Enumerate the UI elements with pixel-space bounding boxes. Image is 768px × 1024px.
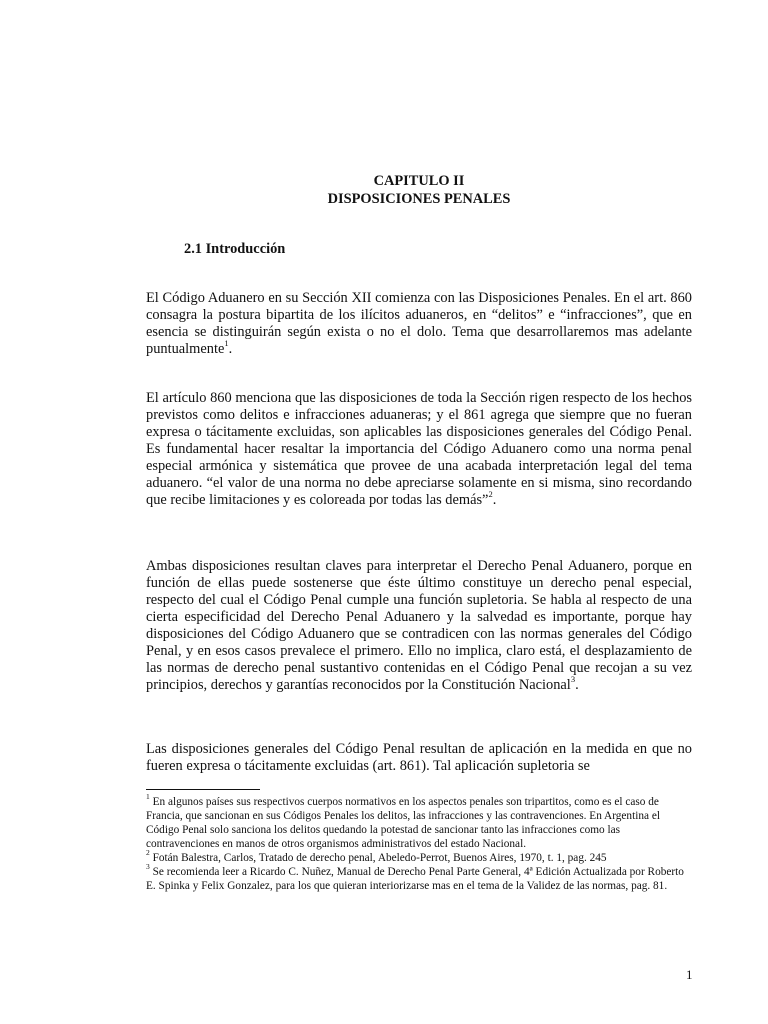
footnote-text: En algunos países sus respectivos cuerpos normativos en los aspectos penales son tripartitos, como es el caso de Francia, que sancionan en sus Códigos Penales los delitos, las infracciones y las contravenciones. En Argentina el Código Penal solo sanciona los delitos quedando la potestad de sancionar tanto las infracciones como las contravenciones en manos de otros organismos administrativos del estado Nacional.: [146, 796, 660, 850]
paragraph-text: El Código Aduanero en su Sección XII comienza con las Disposiciones Penales. En el art. 860 consagra la postura bipartita de los ilícitos aduaneros, en “delitos” e “infracciones”, que en esencia se distinguirán según exista o no el dolo. Tema que desarrollaremos mas adelante puntualmente: [146, 290, 692, 357]
paragraph-4: [146, 741, 692, 775]
chapter-name: DISPOSICIONES PENALES: [327, 191, 511, 207]
footnote-2: [146, 848, 692, 865]
paragraph-3: [146, 558, 692, 694]
footnote-ref: 3: [570, 674, 576, 685]
footnote-number: 2: [146, 848, 150, 858]
section-heading: 2.1 Introducción: [184, 241, 286, 257]
footnote-number: 3: [146, 862, 150, 872]
paragraph-tail: .: [575, 677, 579, 693]
footnote-number: 1: [146, 792, 150, 802]
paragraph-text: Las disposiciones generales del Código Penal resultan de aplicación en la medida en que no fueren expresa o tácitamente excluidas (art. 861). Tal aplicación supletoria se: [146, 741, 692, 774]
footnote-ref: 2: [488, 489, 493, 500]
paragraph-tail: .: [492, 492, 497, 508]
footnote-separator: [146, 789, 260, 790]
paragraph-text: El artículo 860 menciona que las disposiciones de toda la Sección rigen respecto de los hechos previstos como delitos e infracciones aduaneras; y el 861 agrega que siempre que no fueran expresa o tácitamente excluidas, son aplicables las disposiciones generales del Código Penal. Es fundamental hacer resaltar la importancia del Código Aduanero como una norma penal especial armónica y sistemática que provee de una acabada interpretación legal del tema aduanero. “el valor de una norma no debe apreciarse solamente en si misma, sino recordando que recibe limitaciones y es coloreada por todas las demás”: [146, 390, 692, 508]
footnotes: [146, 792, 692, 893]
chapter-number-title: CAPITULO II: [373, 173, 465, 189]
footnote-1: [146, 792, 692, 851]
footnote-3: [146, 862, 692, 893]
paragraph-1: [146, 290, 692, 358]
page-number: 1: [686, 967, 693, 982]
paragraph-tail: .: [228, 341, 233, 357]
footnote-text: Se recomienda leer a Ricardo C. Nuñez, Manual de Derecho Penal Parte General, 4ª Edición Actualizada por Roberto E. Spinka y Felix Gonzalez, para los que quieran interiorizarse mas en el tema de la Validez de las normas, pag. 81.: [146, 866, 684, 892]
paragraph-2: [146, 390, 692, 509]
paragraph-text: Ambas disposiciones resultan claves para interpretar el Derecho Penal Aduanero, porque en función de ellas puede sostenerse que éste último constituye un derecho penal especial, respecto del cual el Código Penal cumple una función supletoria. Se habla al respecto de una cierta especificidad del Derecho Penal Aduanero y la salvedad es importante, porque hay disposiciones del Código Aduanero que se contradicen con las normas generales del Código Penal, y en esos casos prevalece el primero. Ello no implica, claro está, el desplazamiento de las normas de derecho penal sustantivo contenidas en el Código Penal que recojan a su vez principios, derechos y garantías reconocidos por la Constitución Nacional: [146, 558, 692, 693]
footnote-ref: 1: [224, 338, 229, 349]
footnote-text: Fotán Balestra, Carlos, Tratado de derecho penal, Abeledo-Perrot, Buenos Aires, 1970, t. 1, pag. 245: [149, 852, 607, 864]
